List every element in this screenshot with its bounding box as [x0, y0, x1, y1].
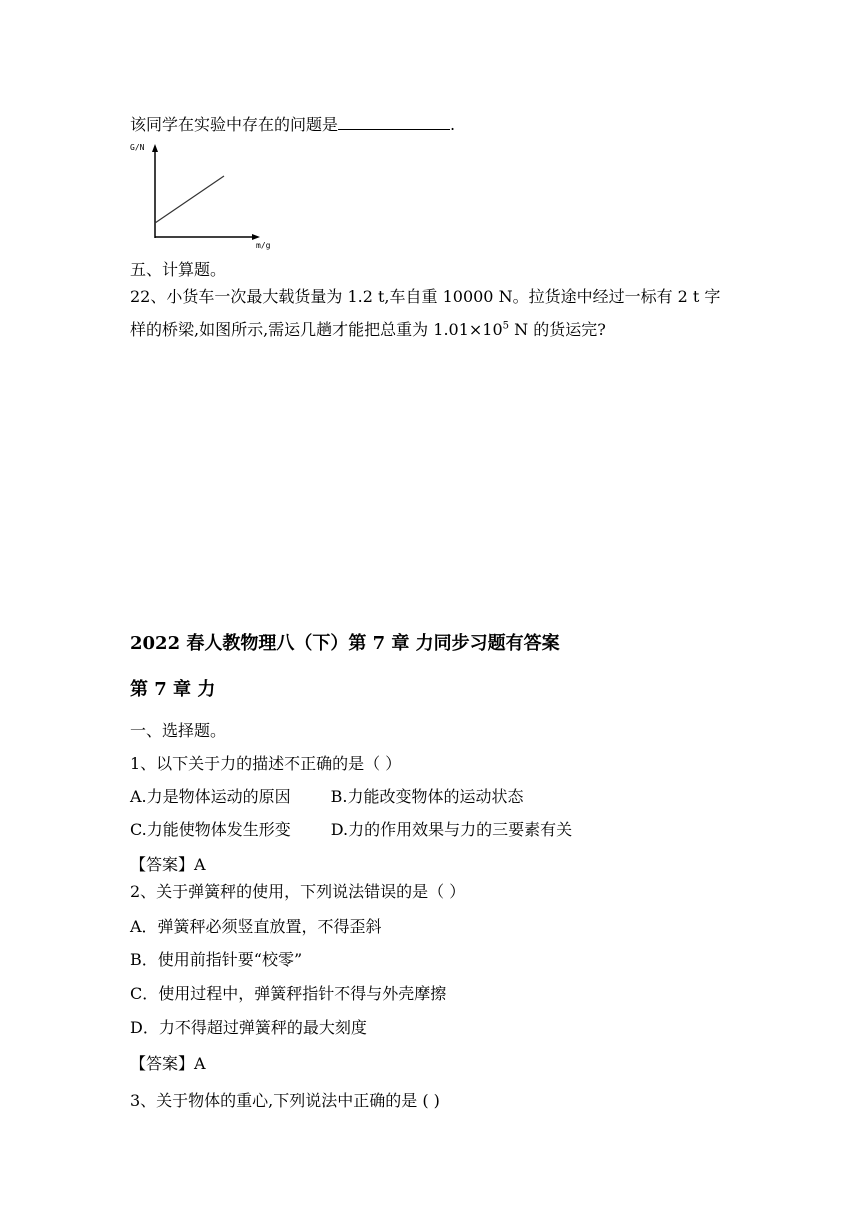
graph-svg: [128, 140, 278, 250]
question-21-text: 该同学在实验中存在的问题是: [130, 115, 339, 134]
question-21-end: .: [450, 115, 456, 134]
question-2-option-c: C．使用过程中，弹簧秤指针不得与外壳摩擦: [130, 984, 447, 1003]
section-5-heading: 五、计算题。: [130, 260, 227, 279]
graph-x-arrow: [252, 234, 260, 240]
question-2-answer: 【答案】A: [130, 1054, 206, 1073]
question-1-option-d: D.力的作用效果与力的三要素有关: [330, 820, 573, 839]
question-1-answer: 【答案】A: [130, 855, 206, 874]
graph-y-label: G/N: [130, 143, 145, 152]
chapter-heading: 第 7 章 力: [130, 679, 216, 700]
question-1-option-b: B.力能改变物体的运动状态: [330, 787, 524, 806]
question-1-option-c: C.力能使物体发生形变: [130, 820, 291, 839]
question-22-line2-post: N 的货运完?: [509, 320, 606, 339]
answer-blank: [338, 114, 450, 130]
question-1-option-a: A.力是物体运动的原因: [130, 787, 291, 806]
question-22-line2-pre: 样的桥梁,如图所示,需运几趟才能把总重为 1.01×10: [130, 320, 503, 339]
question-22-exponent: 5: [502, 320, 510, 332]
question-2-stem: 2、关于弹簧秤的使用，下列说法错误的是（ ）: [130, 882, 466, 901]
question-1-options-cd: [130, 820, 572, 840]
graph-x-label: m/g: [256, 241, 271, 250]
graph-figure: [128, 140, 278, 250]
question-3-stem: 3、关于物体的重心,下列说法中正确的是 ( ): [130, 1091, 440, 1110]
question-1-options-ab: [130, 787, 524, 807]
question-2-option-b: B．使用前指针要“校零”: [130, 950, 303, 969]
question-1-stem: 1、以下关于力的描述不正确的是（ ）: [130, 754, 402, 773]
section-1-heading: 一、选择题。: [130, 721, 227, 740]
question-2-option-a: A．弹簧秤必须竖直放置，不得歪斜: [130, 917, 382, 936]
question-2-option-d: D．力不得超过弹簧秤的最大刻度: [130, 1018, 367, 1037]
question-21-tail: [130, 114, 455, 135]
question-22-line1: 22、小货车一次最大载货量为 1.2 t,车自重 10000 N。拉货途中经过一标有 2 t 字: [130, 287, 721, 306]
document-title: 2022 春人教物理八（下）第 7 章 力同步习题有答案: [130, 633, 560, 654]
graph-line: [155, 176, 224, 223]
question-22-line2: [130, 320, 606, 340]
graph-y-arrow: [152, 144, 158, 152]
